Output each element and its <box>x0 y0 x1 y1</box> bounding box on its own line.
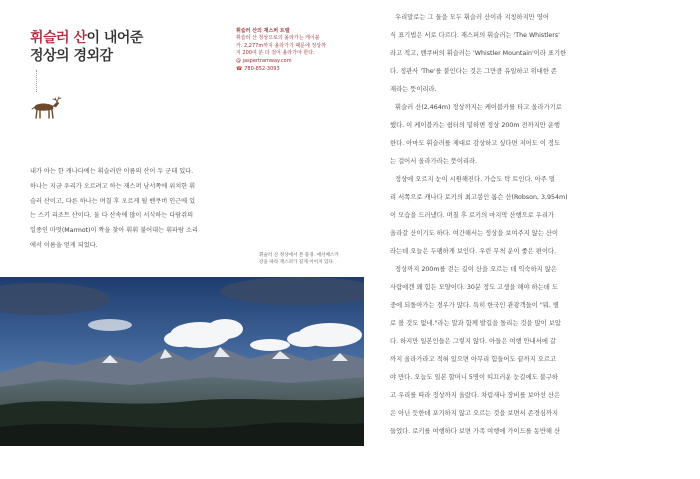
text-line: 리 서쪽으로 캐나다 로키의 최고봉인 롭슨 산(Robson, 3,954m) <box>390 194 568 201</box>
title-line-1-rest: 이 내어준 <box>86 30 143 46</box>
text-line: 은 아닌 듯한데 포기하지 않고 오르는 것을 보면서 존경심까지 <box>390 410 559 417</box>
text-line: 는 스키 리조트 산이다. 둘 다 산속에 많이 서식하는 다람쥐의 <box>30 212 194 220</box>
text-line: 내가 아는 한 캐나다에는 휘슬러란 이름의 산이 두 군데 있다. <box>30 168 194 175</box>
text-line: 중에 되돌아가는 경우가 많다. 특히 한국인 관광객들이 "뭐, 별 <box>390 302 559 309</box>
tramway-line: 카. 2,277m까지 올라가기 때문에 정상까 <box>236 42 326 49</box>
text-line: 정상까지 200m를 걷는 길이 산을 오르는 데 익숙하지 않은 <box>395 266 557 273</box>
tramway-phone: 780-852-3093 <box>244 65 280 72</box>
phone-icon: ☎ <box>236 65 243 72</box>
text-line: 다. 하지만 일본인들은 그렇지 않다. 아들은 여행 안내서에 갈 <box>390 338 557 345</box>
text-line: 에서 이름을 얻게 되었다. <box>30 241 98 249</box>
title-line-2: 정상의 경외감 <box>30 48 113 64</box>
tramway-title: 휘슬러 산의 재스퍼 트램 <box>236 28 290 34</box>
text-line: 는 걸어서 올라가라는 뜻이리라. <box>390 158 478 165</box>
text-line: 라는데 오늘은 두팽하게 보인다. 우린 무척 운이 좋은 편이다. <box>390 248 557 255</box>
text-line: 이 모습을 드러냈다. 며칠 후 로키의 마지막 산행으로 우리가 <box>390 212 555 219</box>
text-line: 했다. 이 케이블카는 쉼터의 밑하변 정상 200m 전까지만 운행 <box>390 122 560 129</box>
caribou-icon <box>26 95 62 121</box>
dotted-divider <box>36 70 37 92</box>
tramway-info-box <box>236 28 356 73</box>
title-accent: 휘슬러 산 <box>30 30 87 46</box>
main-column-text <box>390 9 675 441</box>
caption-line: 강을 따라 재스퍼가 길게 이어져 있다. <box>259 259 335 265</box>
text-line: 야 만다. 오늘도 일본 할머니 5명이 띠끄러운 눈길에도 불구하 <box>390 374 559 381</box>
caption-line: 휘슬러 산 정상에서 본 풍경. 애서배스카 <box>259 253 339 258</box>
text-line: 일종인 마멋(Marmot)이 짝을 찾아 휘휘 불어대는 휘파람 소리 <box>30 227 198 235</box>
photo-caption <box>259 253 363 267</box>
title-line-1 <box>30 30 143 47</box>
text-line: 우리말로는 그 둘을 모두 휘슬러 산이라 지칭하지만 영어 <box>395 14 549 21</box>
text-line: 한다. 아마도 휘슬러를 제대로 감상하고 싶다면 저어도 이 정도 <box>390 140 561 147</box>
article-title <box>30 30 143 65</box>
text-line: 라고 적고, 밴쿠버의 휘슬러는 'Whistler Mountain'이라 표기한 <box>390 50 567 57</box>
text-line: 고 우리를 따라 정상까지 올랐다. 차림새나 장비를 보아선 산은 <box>390 392 561 399</box>
text-line: 들었다. 로키를 여행하다 보면 가족 여행에 가이드를 동반해 산 <box>390 428 561 435</box>
text-line: 슬러 산이고, 다른 하나는 며칠 후 오르게 될 밴쿠버 인근에 있 <box>30 197 196 205</box>
mountain-landscape-photo <box>0 277 364 446</box>
text-line: 까지 올라가라고 적혀 있으면 아무리 힘들어도 끝까지 오르고 <box>390 356 557 363</box>
intro-paragraph <box>30 165 254 254</box>
text-line: 하나는 지금 우리가 오르려고 하는 재스퍼 남서쪽에 위치한 휘 <box>30 182 196 190</box>
tramway-line: 휘슬러 산 정상으로의 올라가는 케이블 <box>236 35 320 42</box>
text-line: 정상에 오르지 눈이 시원해진다. 가슴도 탁 트인다. 아주 멀 <box>395 176 555 183</box>
text-line: 다. 정관사 'The'를 붙인다는 것은 그만큼 유일하고 위대한 존 <box>390 68 558 75</box>
tramway-phone-row <box>236 66 356 73</box>
text-line: 휘슬러 산(2,464m) 정상까지는 케이블카를 타고 올라가기로 <box>395 104 562 111</box>
text-line: 사람에겐 꽤 힘든 모양이다. 30분 정도 고생을 해야 하는데 도 <box>390 284 558 291</box>
text-line: 재라는 뜻이리라. <box>390 86 437 93</box>
text-line: 로 볼 것도 없네."라는 말과 함께 발길을 돌리는 것을 많이 보았 <box>390 320 561 327</box>
tramway-line: 지 200여 분 더 걸어 올라가야 한다. <box>236 50 315 57</box>
text-line: 올라갈 산이기도 하다. 여간해서는 정상을 보여주지 않는 산이 <box>390 230 559 237</box>
text-line: 식 표기법은 서로 다르다. 재스퍼의 휘슬러는 'The Whistlers' <box>390 32 560 39</box>
tramway-website[interactable]: @ jaspertramway.com <box>236 57 292 64</box>
